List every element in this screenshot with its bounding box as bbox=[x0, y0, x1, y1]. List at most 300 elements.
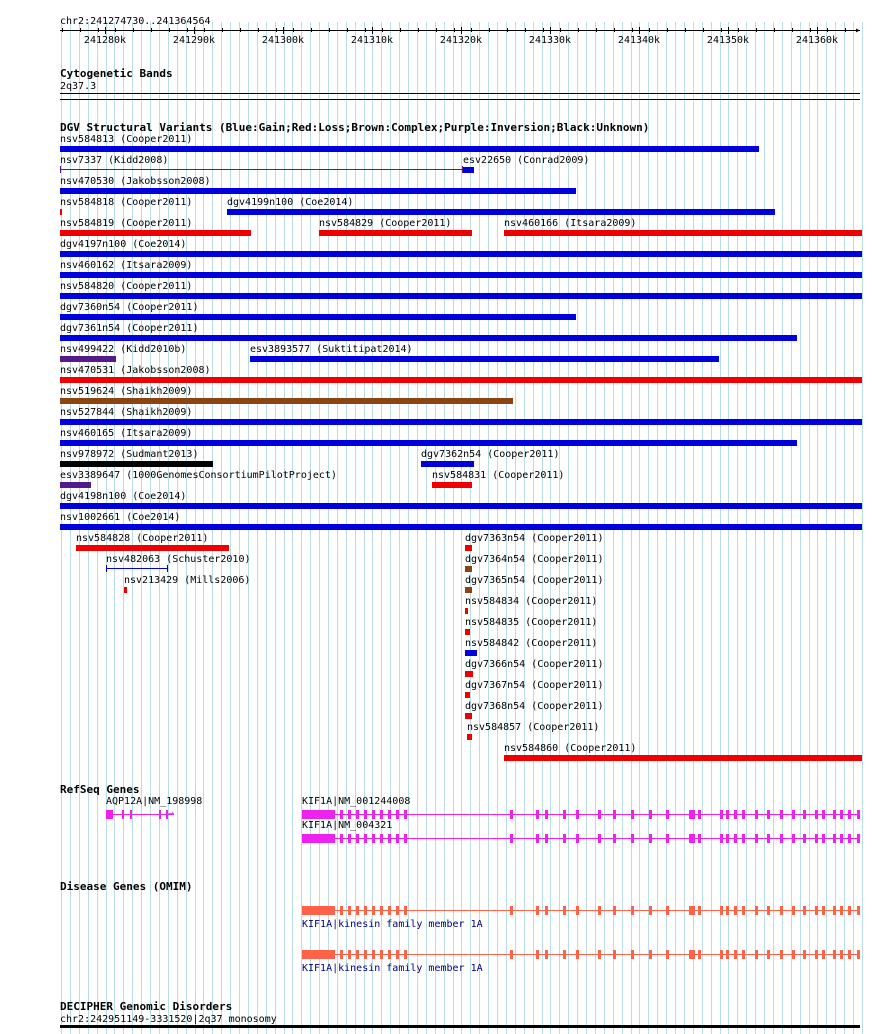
kif1a-nm001244008-exon[interactable] bbox=[833, 810, 836, 819]
variant-bar[interactable] bbox=[60, 398, 513, 404]
ruler-minor-tick bbox=[293, 28, 294, 32]
refseq-gene-label[interactable]: KIF1A|NM_004321 bbox=[302, 820, 393, 831]
cytoband-divider-bottom bbox=[60, 99, 860, 100]
variant-label[interactable]: nsv584829 (Cooper2011) bbox=[319, 218, 452, 229]
kif1a-nm004321-exon[interactable] bbox=[840, 834, 843, 843]
kif1a-nm001244008-exon[interactable] bbox=[340, 810, 343, 819]
variant-label[interactable]: nsv519624 (Shaikh2009) bbox=[60, 386, 193, 397]
variant-bar[interactable] bbox=[60, 482, 91, 488]
ruler-tick-label: 241300k bbox=[261, 35, 305, 46]
variant-bar[interactable] bbox=[60, 356, 116, 362]
variant-label[interactable]: nsv584819 (Cooper2011) bbox=[60, 218, 193, 229]
variant-bar[interactable] bbox=[504, 230, 862, 236]
omim-kif1a-2-exon[interactable] bbox=[348, 950, 351, 959]
aqp12a-exon[interactable] bbox=[130, 810, 132, 819]
variant-label[interactable]: dgv7364n54 (Cooper2011) bbox=[465, 554, 604, 565]
kif1a-nm004321-exon[interactable] bbox=[372, 834, 375, 843]
omim-kif1a-1-exon[interactable] bbox=[848, 906, 851, 915]
ruler-axis bbox=[60, 30, 860, 31]
omim-kif1a-1-exon[interactable] bbox=[372, 906, 375, 915]
ruler-minor-tick bbox=[169, 28, 170, 32]
variant-bar[interactable] bbox=[60, 272, 862, 278]
decipher-track-title: DECIPHER Genomic Disorders bbox=[60, 1000, 233, 1013]
omim-kif1a-2-exon[interactable] bbox=[510, 950, 513, 959]
ruler-tick-label: 241320k bbox=[439, 35, 483, 46]
omim-kif1a-2-exon[interactable] bbox=[613, 950, 616, 959]
kif1a-nm001244008-exon[interactable] bbox=[372, 810, 375, 819]
variant-bar[interactable] bbox=[60, 524, 862, 530]
ruler-minor-tick bbox=[738, 28, 739, 32]
variant-bar[interactable] bbox=[250, 356, 719, 362]
omim-kif1a-1-exon[interactable] bbox=[356, 906, 359, 915]
variant-bar[interactable] bbox=[465, 629, 470, 635]
kif1a-nm001244008-exon[interactable] bbox=[545, 810, 548, 819]
kif1a-nm004321-exon[interactable] bbox=[815, 834, 818, 843]
omim-kif1a-1-exon[interactable] bbox=[692, 906, 695, 915]
omim-kif1a-1-exon[interactable] bbox=[348, 906, 351, 915]
omim-kif1a-2-exon[interactable] bbox=[372, 950, 375, 959]
variant-label[interactable]: nsv460165 (Itsara2009) bbox=[60, 428, 193, 439]
omim-kif1a-1-exon[interactable] bbox=[396, 906, 399, 915]
kif1a-nm004321-intron bbox=[302, 838, 860, 839]
variant-bar[interactable] bbox=[60, 419, 862, 425]
kif1a-nm001244008-exon[interactable] bbox=[840, 810, 843, 819]
omim-gene-label[interactable]: KIF1A|kinesin family member 1A bbox=[302, 963, 483, 974]
omim-kif1a-2-exon[interactable] bbox=[857, 950, 860, 959]
variant-bar[interactable] bbox=[465, 545, 472, 551]
omim-kif1a-1-exon[interactable] bbox=[666, 906, 669, 915]
ruler-minor-tick bbox=[347, 28, 348, 32]
aqp12a-exon[interactable] bbox=[159, 810, 161, 819]
dgv-track-title: DGV Structural Variants (Blue:Gain;Red:Loss;Brown:Complex;Purple:Inversion;Black:Unknown) bbox=[60, 121, 650, 134]
kif1a-nm001244008-exon[interactable] bbox=[692, 810, 695, 819]
variant-label[interactable]: nsv527844 (Shaikh2009) bbox=[60, 407, 193, 418]
variant-label[interactable]: nsv584834 (Cooper2011) bbox=[465, 596, 598, 607]
omim-kif1a-2-exon[interactable] bbox=[742, 950, 745, 959]
kif1a-nm004321-exon[interactable] bbox=[388, 834, 391, 843]
kif1a-nm001244008-exon[interactable] bbox=[510, 810, 513, 819]
kif1a-nm004321-exon[interactable] bbox=[631, 834, 634, 843]
kif1a-nm004321-exon[interactable] bbox=[380, 834, 383, 843]
kif1a-nm001244008-exon[interactable] bbox=[613, 810, 616, 819]
variant-label[interactable]: nsv1002661 (Coe2014) bbox=[60, 512, 181, 523]
omim-kif1a-1-exon[interactable] bbox=[302, 906, 335, 915]
omim-kif1a-1-exon[interactable] bbox=[613, 906, 616, 915]
variant-end-cap bbox=[167, 565, 168, 572]
omim-kif1a-1-exon[interactable] bbox=[576, 906, 579, 915]
omim-kif1a-2-exon[interactable] bbox=[536, 950, 539, 959]
kif1a-nm004321-exon[interactable] bbox=[364, 834, 367, 843]
omim-kif1a-1-exon[interactable] bbox=[380, 906, 383, 915]
kif1a-nm004321-exon[interactable] bbox=[692, 834, 695, 843]
kif1a-nm004321-exon[interactable] bbox=[356, 834, 359, 843]
variant-bar[interactable] bbox=[465, 713, 472, 719]
kif1a-nm004321-exon[interactable] bbox=[698, 834, 701, 843]
omim-kif1a-2-exon[interactable] bbox=[822, 950, 825, 959]
omim-kif1a-2-exon[interactable] bbox=[364, 950, 367, 959]
ruler-minor-tick bbox=[133, 28, 134, 32]
ruler-minor-tick bbox=[382, 28, 383, 32]
ruler-minor-tick bbox=[204, 28, 205, 32]
ruler-tick bbox=[105, 27, 106, 34]
aqp12a-arrow-icon: → bbox=[168, 808, 175, 819]
variant-label[interactable]: dgv7366n54 (Cooper2011) bbox=[465, 659, 604, 670]
ruler-tick-label: 241360k bbox=[795, 35, 839, 46]
kif1a-nm004321-exon[interactable] bbox=[649, 834, 652, 843]
kif1a-nm001244008-exon[interactable] bbox=[396, 810, 399, 819]
omim-kif1a-2-exon[interactable] bbox=[396, 950, 399, 959]
ruler-minor-tick bbox=[578, 28, 579, 32]
omim-kif1a-2-exon[interactable] bbox=[380, 950, 383, 959]
variant-label[interactable]: dgv4198n100 (Coe2014) bbox=[60, 491, 187, 502]
variant-bar[interactable] bbox=[60, 314, 576, 320]
omim-kif1a-2-exon[interactable] bbox=[833, 950, 836, 959]
kif1a-nm004321-exon[interactable] bbox=[767, 834, 770, 843]
ruler-tick bbox=[372, 27, 373, 34]
kif1a-nm001244008-exon[interactable] bbox=[356, 810, 359, 819]
kif1a-nm004321-exon[interactable] bbox=[545, 834, 548, 843]
omim-kif1a-1-exon[interactable] bbox=[698, 906, 701, 915]
omim-kif1a-2-exon[interactable] bbox=[734, 950, 737, 959]
omim-kif1a-1-exon[interactable] bbox=[649, 906, 652, 915]
omim-kif1a-1-exon[interactable] bbox=[822, 906, 825, 915]
omim-kif1a-1-exon[interactable] bbox=[815, 906, 818, 915]
omim-kif1a-2-exon[interactable] bbox=[404, 950, 407, 959]
kif1a-nm004321-exon[interactable] bbox=[396, 834, 399, 843]
ruler-minor-tick bbox=[596, 28, 597, 32]
variant-label[interactable]: nsv584857 (Cooper2011) bbox=[467, 722, 600, 733]
omim-kif1a-2-exon[interactable] bbox=[840, 950, 843, 959]
cytobands-title: Cytogenetic Bands bbox=[60, 67, 173, 80]
omim-kif1a-2-exon[interactable] bbox=[340, 950, 343, 959]
ruler-tick bbox=[728, 27, 729, 34]
variant-label[interactable]: dgv4197n100 (Coe2014) bbox=[60, 239, 187, 250]
ruler-tick-label: 241350k bbox=[706, 35, 750, 46]
kif1a-nm001244008-exon[interactable] bbox=[734, 810, 737, 819]
kif1a-nm004321-exon[interactable] bbox=[742, 834, 745, 843]
kif1a-nm001244008-exon[interactable] bbox=[720, 810, 723, 819]
ruler-arrow-icon: ▸ bbox=[855, 25, 862, 36]
ruler-minor-tick bbox=[756, 28, 757, 32]
variant-label[interactable]: esv22650 (Conrad2009) bbox=[463, 155, 590, 166]
kif1a-nm004321-exon[interactable] bbox=[666, 834, 669, 843]
omim-kif1a-1-exon[interactable] bbox=[598, 906, 601, 915]
variant-bar[interactable] bbox=[60, 293, 862, 299]
kif1a-nm004321-exon[interactable] bbox=[857, 834, 860, 843]
omim-kif1a-2-exon[interactable] bbox=[848, 950, 851, 959]
ruler-location: chr2:241274730..241364564 bbox=[60, 16, 211, 27]
kif1a-nm001244008-exon[interactable] bbox=[666, 810, 669, 819]
kif1a-nm001244008-exon[interactable] bbox=[404, 810, 407, 819]
omim-kif1a-1-exon[interactable] bbox=[780, 906, 783, 915]
variant-label[interactable]: dgv7361n54 (Cooper2011) bbox=[60, 323, 199, 334]
kif1a-nm001244008-exon[interactable] bbox=[649, 810, 652, 819]
omim-kif1a-2-exon[interactable] bbox=[388, 950, 391, 959]
kif1a-nm001244008-intron bbox=[302, 814, 860, 815]
omim-kif1a-1-intron bbox=[302, 910, 860, 911]
variant-bar[interactable] bbox=[60, 251, 862, 257]
omim-kif1a-1-exon[interactable] bbox=[364, 906, 367, 915]
kif1a-nm001244008-exon[interactable] bbox=[780, 810, 783, 819]
variant-bar[interactable] bbox=[504, 755, 862, 761]
omim-kif1a-2-exon[interactable] bbox=[576, 950, 579, 959]
variant-label[interactable]: nsv470530 (Jakobsson2008) bbox=[60, 176, 211, 187]
variant-bar[interactable] bbox=[467, 734, 472, 740]
ruler-minor-tick bbox=[827, 28, 828, 32]
omim-kif1a-2-exon[interactable] bbox=[692, 950, 695, 959]
variant-bar[interactable] bbox=[465, 650, 477, 656]
variant-label[interactable]: dgv7362n54 (Cooper2011) bbox=[421, 449, 560, 460]
omim-kif1a-2-exon[interactable] bbox=[598, 950, 601, 959]
kif1a-nm001244008-exon[interactable] bbox=[563, 810, 566, 819]
kif1a-nm001244008-exon[interactable] bbox=[364, 810, 367, 819]
omim-kif1a-1-exon[interactable] bbox=[563, 906, 566, 915]
variant-label[interactable]: dgv7360n54 (Cooper2011) bbox=[60, 302, 199, 313]
omim-kif1a-1-exon[interactable] bbox=[545, 906, 548, 915]
ruler-minor-tick bbox=[115, 28, 116, 32]
omim-kif1a-2-exon[interactable] bbox=[803, 950, 806, 959]
omim-track-title: Disease Genes (OMIM) bbox=[60, 880, 193, 893]
ruler-minor-tick bbox=[258, 28, 259, 32]
ruler-minor-tick bbox=[98, 28, 99, 32]
ruler-minor-tick bbox=[418, 28, 419, 32]
ruler-minor-tick bbox=[80, 28, 81, 32]
kif1a-nm004321-exon[interactable] bbox=[848, 834, 851, 843]
kif1a-nm001244008-exon[interactable] bbox=[815, 810, 818, 819]
variant-label[interactable]: nsv584842 (Cooper2011) bbox=[465, 638, 598, 649]
omim-kif1a-1-exon[interactable] bbox=[767, 906, 770, 915]
aqp12a-exon[interactable] bbox=[122, 810, 124, 819]
variant-label[interactable]: dgv7363n54 (Cooper2011) bbox=[465, 533, 604, 544]
ruler-tick-label: 241280k bbox=[83, 35, 127, 46]
omim-kif1a-2-exon[interactable] bbox=[356, 950, 359, 959]
aqp12a-intron bbox=[106, 814, 174, 815]
kif1a-nm001244008-exon[interactable] bbox=[857, 810, 860, 819]
kif1a-nm001244008-exon[interactable] bbox=[792, 810, 795, 819]
variant-end-cap bbox=[106, 565, 107, 572]
omim-kif1a-2-exon[interactable] bbox=[792, 950, 795, 959]
omim-kif1a-2-exon[interactable] bbox=[649, 950, 652, 959]
ruler-minor-tick bbox=[187, 28, 188, 32]
kif1a-nm004321-exon[interactable] bbox=[536, 834, 539, 843]
variant-label[interactable]: esv3893577 (Suktitipat2014) bbox=[250, 344, 413, 355]
ruler-tick-label: 241330k bbox=[528, 35, 572, 46]
variant-bar[interactable] bbox=[319, 230, 472, 236]
omim-kif1a-1-exon[interactable] bbox=[840, 906, 843, 915]
ruler-tick bbox=[194, 27, 195, 34]
kif1a-nm004321-exon[interactable] bbox=[833, 834, 836, 843]
kif1a-nm001244008-exon[interactable] bbox=[698, 810, 701, 819]
omim-gene-label[interactable]: KIF1A|kinesin family member 1A bbox=[302, 919, 483, 930]
omim-kif1a-2-exon[interactable] bbox=[780, 950, 783, 959]
variant-label[interactable]: nsv213429 (Mills2006) bbox=[124, 575, 251, 586]
variant-bar[interactable] bbox=[421, 461, 474, 467]
variant-bar[interactable] bbox=[106, 568, 167, 569]
kif1a-nm004321-exon[interactable] bbox=[613, 834, 616, 843]
omim-kif1a-2-exon[interactable] bbox=[815, 950, 818, 959]
kif1a-nm001244008-exon[interactable] bbox=[742, 810, 745, 819]
decipher-region-label[interactable]: chr2:242951149-3331520|2q37 monosomy bbox=[60, 1014, 277, 1025]
omim-kif1a-2-exon[interactable] bbox=[720, 950, 723, 959]
variant-bar[interactable] bbox=[227, 209, 775, 215]
variant-label[interactable]: nsv584860 (Cooper2011) bbox=[504, 743, 637, 754]
kif1a-nm004321-exon[interactable] bbox=[510, 834, 513, 843]
ruler-minor-tick bbox=[222, 28, 223, 32]
kif1a-nm001244008-exon[interactable] bbox=[726, 810, 729, 819]
omim-kif1a-2-intron bbox=[302, 954, 860, 955]
omim-kif1a-2-exon[interactable] bbox=[726, 950, 729, 959]
kif1a-nm001244008-exon[interactable] bbox=[755, 810, 758, 819]
kif1a-nm001244008-exon[interactable] bbox=[302, 810, 335, 819]
kif1a-nm004321-exon[interactable] bbox=[404, 834, 407, 843]
kif1a-nm004321-exon[interactable] bbox=[598, 834, 601, 843]
refseq-gene-label[interactable]: AQP12A|NM_198998 bbox=[106, 796, 203, 807]
variant-label[interactable]: nsv584828 (Cooper2011) bbox=[76, 533, 209, 544]
omim-kif1a-1-exon[interactable] bbox=[755, 906, 758, 915]
variant-bar[interactable] bbox=[60, 335, 797, 341]
variant-label[interactable]: nsv460166 (Itsara2009) bbox=[504, 218, 637, 229]
ruler-minor-tick bbox=[560, 28, 561, 32]
kif1a-nm001244008-exon[interactable] bbox=[348, 810, 351, 819]
variant-label[interactable]: nsv584813 (Cooper2011) bbox=[60, 134, 193, 145]
decipher-region-bar[interactable] bbox=[60, 1025, 860, 1028]
ruler-minor-tick bbox=[276, 28, 277, 32]
variant-label[interactable]: nsv978972 (Sudmant2013) bbox=[60, 449, 199, 460]
omim-kif1a-1-exon[interactable] bbox=[510, 906, 513, 915]
kif1a-nm004321-exon[interactable] bbox=[792, 834, 795, 843]
kif1a-nm001244008-exon[interactable] bbox=[631, 810, 634, 819]
omim-kif1a-2-exon[interactable] bbox=[302, 950, 335, 959]
variant-bar[interactable] bbox=[465, 671, 473, 677]
omim-kif1a-1-exon[interactable] bbox=[726, 906, 729, 915]
kif1a-nm004321-exon[interactable] bbox=[348, 834, 351, 843]
variant-bar[interactable] bbox=[465, 587, 472, 593]
variant-end-cap bbox=[60, 166, 61, 173]
variant-bar[interactable] bbox=[60, 169, 462, 170]
ruler-tick-label: 241310k bbox=[350, 35, 394, 46]
variant-bar[interactable] bbox=[60, 209, 62, 215]
variant-bar[interactable] bbox=[465, 566, 472, 572]
omim-kif1a-2-exon[interactable] bbox=[666, 950, 669, 959]
kif1a-nm004321-exon[interactable] bbox=[563, 834, 566, 843]
ruler-tick bbox=[461, 27, 462, 34]
ruler-minor-tick bbox=[525, 28, 526, 32]
omim-kif1a-1-exon[interactable] bbox=[388, 906, 391, 915]
variant-bar[interactable] bbox=[60, 230, 251, 236]
variant-bar[interactable] bbox=[60, 440, 797, 446]
variant-bar[interactable] bbox=[60, 377, 862, 383]
kif1a-nm001244008-exon[interactable] bbox=[598, 810, 601, 819]
refseq-track-title: RefSeq Genes bbox=[60, 783, 140, 796]
variant-label[interactable]: nsv584820 (Cooper2011) bbox=[60, 281, 193, 292]
kif1a-nm001244008-exon[interactable] bbox=[536, 810, 539, 819]
variant-bar[interactable] bbox=[60, 503, 862, 509]
variant-label[interactable]: dgv7365n54 (Cooper2011) bbox=[465, 575, 604, 586]
omim-kif1a-1-exon[interactable] bbox=[742, 906, 745, 915]
ruler-minor-tick bbox=[62, 28, 63, 32]
kif1a-nm001244008-exon[interactable] bbox=[822, 810, 825, 819]
variant-label[interactable]: nsv584831 (Cooper2011) bbox=[432, 470, 565, 481]
omim-kif1a-2-exon[interactable] bbox=[563, 950, 566, 959]
kif1a-nm001244008-exon[interactable] bbox=[576, 810, 579, 819]
variant-label[interactable]: nsv499422 (Kidd2010b) bbox=[60, 344, 187, 355]
omim-kif1a-1-exon[interactable] bbox=[803, 906, 806, 915]
variant-bar[interactable] bbox=[76, 545, 229, 551]
variant-label[interactable]: nsv482063 (Schuster2010) bbox=[106, 554, 251, 565]
variant-label[interactable]: dgv7367n54 (Cooper2011) bbox=[465, 680, 604, 691]
variant-label[interactable]: nsv470531 (Jakobsson2008) bbox=[60, 365, 211, 376]
aqp12a-exon[interactable] bbox=[106, 810, 113, 819]
kif1a-nm004321-exon[interactable] bbox=[576, 834, 579, 843]
omim-kif1a-1-exon[interactable] bbox=[404, 906, 407, 915]
ruler-minor-tick bbox=[471, 28, 472, 32]
kif1a-nm004321-exon[interactable] bbox=[340, 834, 343, 843]
ruler-tick bbox=[550, 27, 551, 34]
kif1a-nm004321-exon[interactable] bbox=[720, 834, 723, 843]
variant-label[interactable]: dgv4199n100 (Coe2014) bbox=[227, 197, 354, 208]
kif1a-nm004321-exon[interactable] bbox=[726, 834, 729, 843]
kif1a-nm001244008-exon[interactable] bbox=[767, 810, 770, 819]
omim-kif1a-1-exon[interactable] bbox=[857, 906, 860, 915]
variant-label[interactable]: nsv584835 (Cooper2011) bbox=[465, 617, 598, 628]
cytoband-label[interactable]: 2q37.3 bbox=[60, 81, 97, 92]
omim-kif1a-2-exon[interactable] bbox=[698, 950, 701, 959]
omim-kif1a-2-exon[interactable] bbox=[545, 950, 548, 959]
variant-bar[interactable] bbox=[463, 167, 474, 173]
kif1a-nm004321-exon[interactable] bbox=[780, 834, 783, 843]
variant-label[interactable]: nsv7337 (Kidd2008) bbox=[60, 155, 169, 166]
omim-kif1a-2-exon[interactable] bbox=[767, 950, 770, 959]
ruler-minor-tick bbox=[151, 28, 152, 32]
kif1a-nm001244008-exon[interactable] bbox=[848, 810, 851, 819]
variant-bar[interactable] bbox=[465, 608, 468, 614]
kif1a-nm004321-exon[interactable] bbox=[803, 834, 806, 843]
variant-label[interactable]: esv3389647 (1000GenomesConsortiumPilotProject) bbox=[60, 470, 337, 481]
ruler-minor-tick bbox=[240, 28, 241, 32]
omim-kif1a-2-exon[interactable] bbox=[631, 950, 634, 959]
omim-kif1a-1-exon[interactable] bbox=[792, 906, 795, 915]
variant-bar[interactable] bbox=[60, 146, 759, 152]
omim-kif1a-1-exon[interactable] bbox=[536, 906, 539, 915]
omim-kif1a-1-exon[interactable] bbox=[833, 906, 836, 915]
variant-label[interactable]: nsv584818 (Cooper2011) bbox=[60, 197, 193, 208]
variant-bar[interactable] bbox=[432, 482, 472, 488]
variant-bar[interactable] bbox=[465, 692, 470, 698]
refseq-gene-label[interactable]: KIF1A|NM_001244008 bbox=[302, 796, 411, 807]
ruler-minor-tick bbox=[632, 28, 633, 32]
kif1a-nm004321-exon[interactable] bbox=[822, 834, 825, 843]
variant-bar[interactable] bbox=[60, 188, 576, 194]
omim-kif1a-1-exon[interactable] bbox=[340, 906, 343, 915]
omim-kif1a-2-exon[interactable] bbox=[755, 950, 758, 959]
variant-bar[interactable] bbox=[124, 587, 127, 593]
ruler-minor-tick bbox=[810, 28, 811, 32]
kif1a-nm001244008-exon[interactable] bbox=[803, 810, 806, 819]
omim-kif1a-1-exon[interactable] bbox=[720, 906, 723, 915]
ruler-minor-tick bbox=[721, 28, 722, 32]
kif1a-nm001244008-exon[interactable] bbox=[380, 810, 383, 819]
variant-label[interactable]: nsv460162 (Itsara2009) bbox=[60, 260, 193, 271]
kif1a-nm004321-exon[interactable] bbox=[734, 834, 737, 843]
variant-bar[interactable] bbox=[60, 461, 213, 467]
kif1a-nm001244008-exon[interactable] bbox=[388, 810, 391, 819]
omim-kif1a-1-exon[interactable] bbox=[734, 906, 737, 915]
kif1a-nm004321-exon[interactable] bbox=[302, 834, 335, 843]
kif1a-nm004321-exon[interactable] bbox=[755, 834, 758, 843]
ruler-tick-label: 241290k bbox=[172, 35, 216, 46]
variant-label[interactable]: dgv7368n54 (Cooper2011) bbox=[465, 701, 604, 712]
omim-kif1a-1-exon[interactable] bbox=[631, 906, 634, 915]
